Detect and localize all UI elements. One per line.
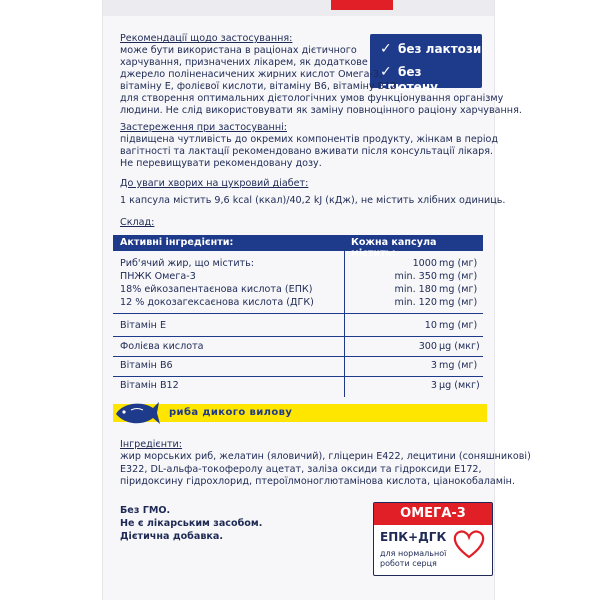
table-row: Риб'ячий жир, що містить: 1000 mg (мг) <box>120 258 478 269</box>
wild-fish-band <box>113 404 487 422</box>
diabetes-line: 1 капсула містить 9,6 kcal (ккал)/40,2 kJ (кДж), не містить хлібних одиниць. <box>120 195 506 206</box>
allergen-badges <box>370 34 482 94</box>
table-header <box>113 235 483 259</box>
recommendations-heading: Рекомендації щодо застосування: <box>120 33 293 44</box>
ingredients-line: Е322, DL-альфа-токоферолу ацетат, заліза оксиди та гідроксиди Е172, <box>120 464 482 475</box>
badge-lactose: ✓ без лактози <box>380 41 482 57</box>
top-strip <box>103 0 494 16</box>
heart-icon <box>452 528 486 560</box>
table-header-col2: Кожна капсула містить: <box>351 237 437 259</box>
recommendations-line: може бути використана в раціонах дієтичного <box>120 45 357 56</box>
check-icon: ✓ <box>380 41 392 57</box>
warnings-line: Не перевищувати рекомендовану дозу. <box>120 158 322 169</box>
ingredients-heading: Інгредієнти: <box>120 439 183 450</box>
fish-icon <box>113 398 161 428</box>
composition-label: Склад: <box>120 217 155 228</box>
table-row: 12 % докозагексаєнова кислота (ДГК) min. 120 mg (мг) <box>120 297 478 308</box>
table-row: Фолієва кислота 300 μg (мкг) <box>120 341 480 352</box>
table-row: 18% ейкозапентаєнова кислота (ЕПК) min. 180 mg (мг) <box>120 284 478 295</box>
wild-fish-label: риба дикого вилову <box>169 407 293 418</box>
not-medicine-text: Не є лікарським засобом. <box>120 518 263 529</box>
warnings-line: вагітності та лактації рекомендовано вживати після консультації лікаря. <box>120 146 494 157</box>
recommendations-line: для створення оптимальних дієтологічних умов функціонування організму <box>120 93 504 104</box>
ingredients-table <box>113 235 483 259</box>
table-rule <box>113 376 483 377</box>
recommendations-line: харчування, призначених лікарем, як додаткове <box>120 57 368 68</box>
omega3-title: ОМЕГА-3 <box>374 503 492 525</box>
table-rule <box>113 356 483 357</box>
recommendations-line: джерело поліненасичених жирних кислот Омега-3, <box>120 69 383 80</box>
omega3-small1: для нормальної <box>380 549 447 558</box>
omega3-small2: роботи серця <box>380 559 437 568</box>
ingredients-line: жир морських риб, желатин (яловичий), гліцерин Е422, лецитини (соняшникові) <box>120 451 531 462</box>
check-icon: ✓ <box>380 64 392 80</box>
badge-gluten: ✓ без глютену <box>380 64 438 94</box>
table-rule <box>113 336 483 337</box>
table-row: ПНЖК Омега-3 min. 350 mg (мг) <box>120 271 478 282</box>
table-rule <box>113 313 483 314</box>
dietary-supplement-text: Дієтична добавка. <box>120 531 224 542</box>
red-tab <box>331 0 393 10</box>
recommendations-line: вітаміну Е, фолієвої кислоти, вітаміну B6, вітаміну B12 <box>120 81 397 92</box>
omega3-badge <box>373 502 493 576</box>
recommendations-line: людини. Не слід використовувати як заміну повноцінного раціону харчування. <box>120 105 522 116</box>
diabetes-heading: До уваги хворих на цукровий діабет: <box>120 178 309 189</box>
table-row: Вітамін B6 3 mg (мг) <box>120 360 478 371</box>
table-row: Вітамін B12 3 μg (мкг) <box>120 380 480 391</box>
ingredients-line: піридоксину гідрохлорид, птероїлмоноглютамінова кислота, ціанокобаламін. <box>120 476 516 487</box>
omega3-sub: ЕПК+ДГК <box>380 530 447 544</box>
table-header-col1: Активні інгредієнти: <box>120 237 234 248</box>
table-row: Вітамін Е 10 mg (мг) <box>120 320 478 331</box>
warnings-heading: Застереження при застосуванні: <box>120 122 287 133</box>
no-gmo-text: Без ГМО. <box>120 505 171 516</box>
warnings-line: підвищена чутливість до окремих компонентів продукту, жінкам в період <box>120 134 499 145</box>
